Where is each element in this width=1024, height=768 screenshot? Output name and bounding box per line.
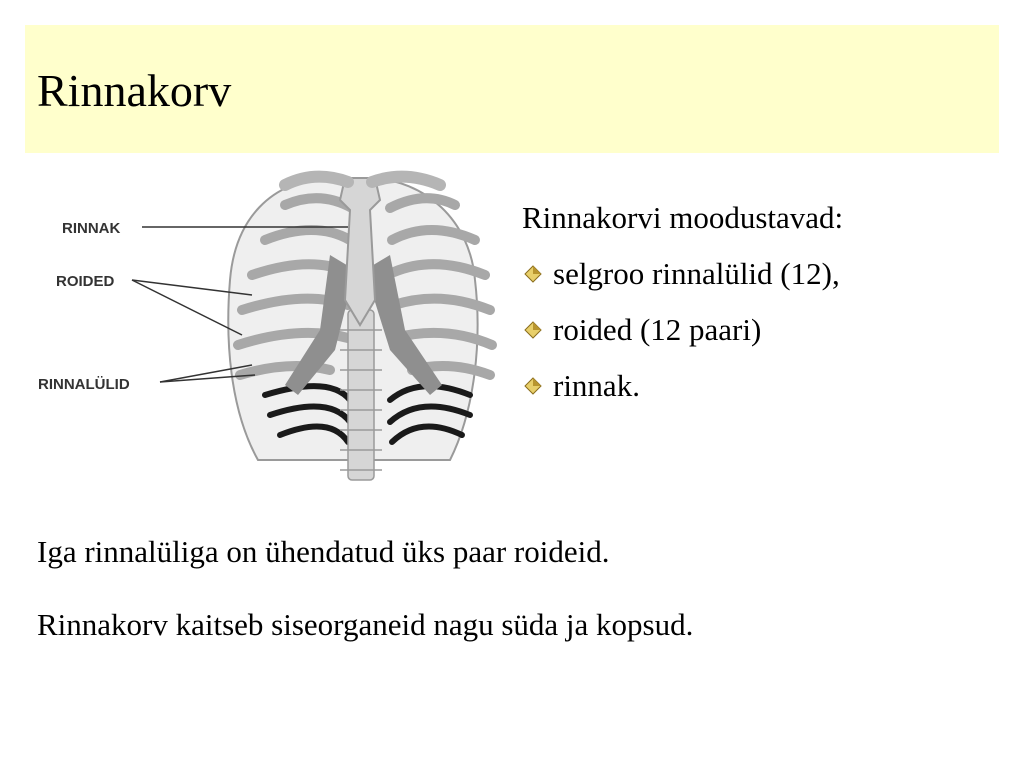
paragraph-protection: Rinnakorv kaitseb siseorganeid nagu süda ja kopsud. xyxy=(37,607,694,642)
title-bar xyxy=(25,25,999,153)
bullet-item xyxy=(522,302,843,358)
content-heading: Rinnakorvi moodustavad: xyxy=(522,200,844,235)
bullet-item xyxy=(522,358,843,414)
diamond-bullet-icon xyxy=(522,263,544,285)
bullet-text: selgroo rinnalülid (12), xyxy=(553,256,840,291)
label-roided: ROIDED xyxy=(56,273,115,290)
rib-cage-figure xyxy=(30,160,500,490)
slide-title: Rinnakorv xyxy=(37,65,232,116)
rib-cage-illustration xyxy=(30,160,500,490)
bullet-text: rinnak. xyxy=(553,368,640,403)
paragraph-vertebrae: Iga rinnalüliga on ühendatud üks paar roideid. xyxy=(37,534,610,569)
bullet-text: roided (12 paari) xyxy=(553,312,762,347)
diamond-bullet-icon xyxy=(522,375,544,397)
label-rinnalulid: RINNALÜLID xyxy=(38,376,130,393)
content-block xyxy=(522,190,843,414)
bullet-item xyxy=(522,246,843,302)
bullet-list xyxy=(522,246,843,414)
label-rinnak: RINNAK xyxy=(62,220,121,237)
clavicle-right xyxy=(372,177,440,185)
diamond-bullet-icon xyxy=(522,319,544,341)
